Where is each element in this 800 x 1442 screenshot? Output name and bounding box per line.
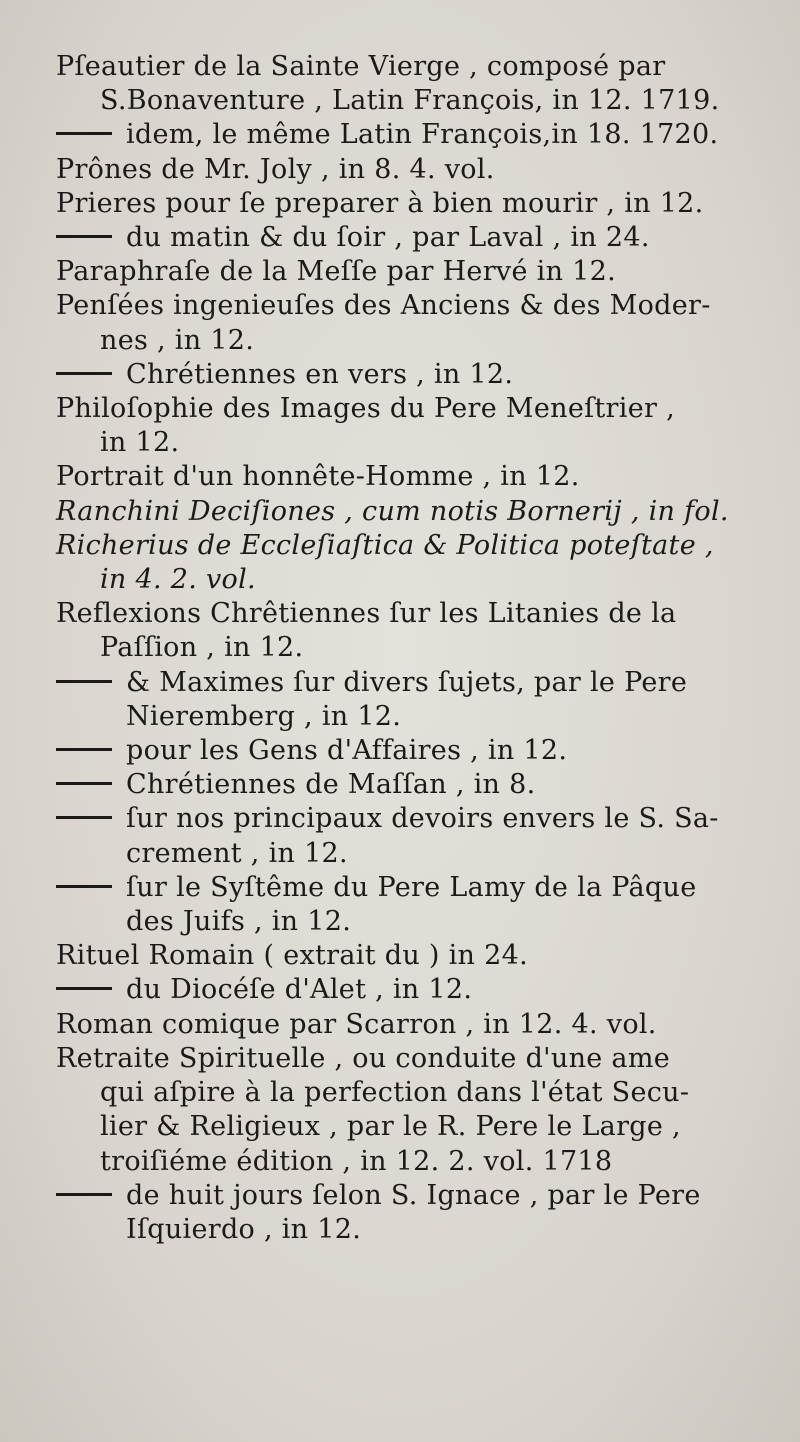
entry-title-line [56, 495, 770, 529]
entry-text: Chrétiennes en vers , in 12. [126, 358, 514, 390]
entry-text: Richerius de Eccleſiaſtica & Politica poteſtate , [56, 529, 714, 561]
entry-continuation-line [56, 837, 770, 871]
catalog-entry [56, 187, 770, 221]
entry-text: Prieres pour ſe preparer à bien mourir , in 12. [56, 187, 704, 219]
entry-text: Philoſophie des Images du Pere Meneſtrier , [56, 393, 675, 425]
catalog-entry [56, 802, 770, 870]
catalog-entry [56, 597, 770, 665]
entry-continuation-line [56, 700, 770, 734]
entry-title-line [56, 255, 770, 289]
entry-continuation-line [56, 324, 770, 358]
entry-text: de huit jours ſelon S. Ignace , par le Pere [126, 1179, 701, 1211]
entry-text: Paſſion , in 12. [100, 632, 304, 664]
entry-text: Penſées ingenieuſes des Anciens & des Moder- [56, 290, 711, 322]
entry-text: lier & Religieux , par le R. Pere le Large , [100, 1111, 681, 1143]
ditto-dash [56, 885, 112, 888]
entry-text: du matin & du ſoir , par Laval , in 24. [126, 222, 650, 254]
catalog-entry [56, 392, 770, 460]
entry-title-line [56, 221, 770, 255]
catalog-entry [56, 768, 770, 802]
catalog-entry [56, 666, 770, 734]
entry-title-line [56, 529, 770, 563]
entry-text: Rituel Romain ( extrait du ) in 24. [56, 940, 528, 972]
entry-title-line [56, 871, 770, 905]
entry-title-line [56, 358, 770, 392]
entry-text: Chrétiennes de Maſſan , in 8. [126, 769, 536, 801]
entry-text: du Diocéſe d'Alet , in 12. [126, 974, 473, 1006]
entry-text: Paraphraſe de la Meſſe par Hervé in 12. [56, 256, 616, 288]
entry-title-line [56, 289, 770, 323]
catalog-entry [56, 871, 770, 939]
ditto-dash [56, 680, 112, 683]
ditto-dash [56, 372, 112, 375]
catalog-entry [56, 939, 770, 973]
entry-continuation-line [56, 1213, 770, 1247]
entry-text: S.Bonaventure , Latin François, in 12. 1719. [100, 85, 720, 117]
entry-continuation-line [56, 1076, 770, 1110]
entry-text: crement , in 12. [126, 837, 348, 869]
ditto-dash [56, 132, 112, 135]
catalog-entry [56, 1179, 770, 1247]
entry-title-line [56, 118, 770, 152]
entry-title-line [56, 1008, 770, 1042]
entry-title-line [56, 1042, 770, 1076]
entry-text: Retraite Spirituelle , ou conduite d'une ame [56, 1042, 671, 1074]
entry-text: Iſquierdo , in 12. [126, 1213, 362, 1245]
entry-continuation-line [56, 563, 770, 597]
entry-text: in 4. 2. vol. [100, 564, 256, 596]
catalog-entry [56, 973, 770, 1007]
entry-text: Reflexions Chrêtiennes ſur les Litanies de la [56, 598, 677, 630]
entry-title-line [56, 939, 770, 973]
entry-text: pour les Gens d'Affaires , in 12. [126, 735, 568, 767]
entry-title-line [56, 597, 770, 631]
entry-text: Roman comique par Scarron , in 12. 4. vol. [56, 1008, 657, 1040]
entry-text: troiſiéme édition , in 12. 2. vol. 1718 [100, 1145, 613, 1177]
entry-title-line [56, 802, 770, 836]
entry-text: Prônes de Mr. Joly , in 8. 4. vol. [56, 153, 495, 185]
entry-text: qui aſpire à la perfection dans l'état Secu- [100, 1077, 690, 1109]
catalog-entry [56, 529, 770, 597]
catalog-entry [56, 734, 770, 768]
catalog-entry [56, 153, 770, 187]
entry-title-line [56, 460, 770, 494]
entry-continuation-line [56, 631, 770, 665]
ditto-dash [56, 1193, 112, 1196]
catalog-entry [56, 221, 770, 255]
entry-text: Ranchini Deciſiones , cum notis Bornerij , in fol. [56, 495, 729, 527]
catalog-entry [56, 1042, 770, 1179]
entry-title-line [56, 50, 770, 84]
entry-text: Pſeautier de la Sainte Vierge , composé par [56, 51, 666, 82]
catalog-entry [56, 255, 770, 289]
catalog-entry [56, 358, 770, 392]
catalog-entry [56, 50, 770, 118]
entry-title-line [56, 666, 770, 700]
ditto-dash [56, 816, 112, 819]
catalog-entry [56, 118, 770, 152]
entry-title-line [56, 1179, 770, 1213]
entry-text: in 12. [100, 427, 180, 459]
entry-continuation-line [56, 905, 770, 939]
ditto-dash [56, 235, 112, 238]
ditto-dash [56, 987, 112, 990]
entry-title-line [56, 768, 770, 802]
entry-text: Nieremberg , in 12. [126, 700, 402, 732]
entry-title-line [56, 392, 770, 426]
catalog-entry [56, 460, 770, 494]
ditto-dash [56, 748, 112, 751]
ditto-dash [56, 782, 112, 785]
entry-title-line [56, 734, 770, 768]
entry-text: Portrait d'un honnête-Homme , in 12. [56, 461, 580, 493]
book-catalog-list [56, 50, 770, 1247]
entry-text: idem, le même Latin François,in 18. 1720. [126, 119, 719, 151]
entry-continuation-line [56, 1110, 770, 1144]
entry-text: ſur le Syſtême du Pere Lamy de la Pâque [126, 871, 697, 903]
entry-text: ſur nos principaux devoirs envers le S. Sa- [126, 803, 719, 835]
entry-title-line [56, 973, 770, 1007]
entry-title-line [56, 153, 770, 187]
catalog-entry [56, 1008, 770, 1042]
entry-text: & Maximes ſur divers ſujets, par le Pere [126, 666, 688, 698]
catalog-entry [56, 495, 770, 529]
entry-text: des Juifs , in 12. [126, 906, 352, 938]
catalog-entry [56, 289, 770, 357]
entry-continuation-line [56, 1145, 770, 1179]
entry-continuation-line [56, 426, 770, 460]
entry-text: nes , in 12. [100, 324, 255, 356]
entry-continuation-line [56, 84, 770, 118]
entry-title-line [56, 187, 770, 221]
